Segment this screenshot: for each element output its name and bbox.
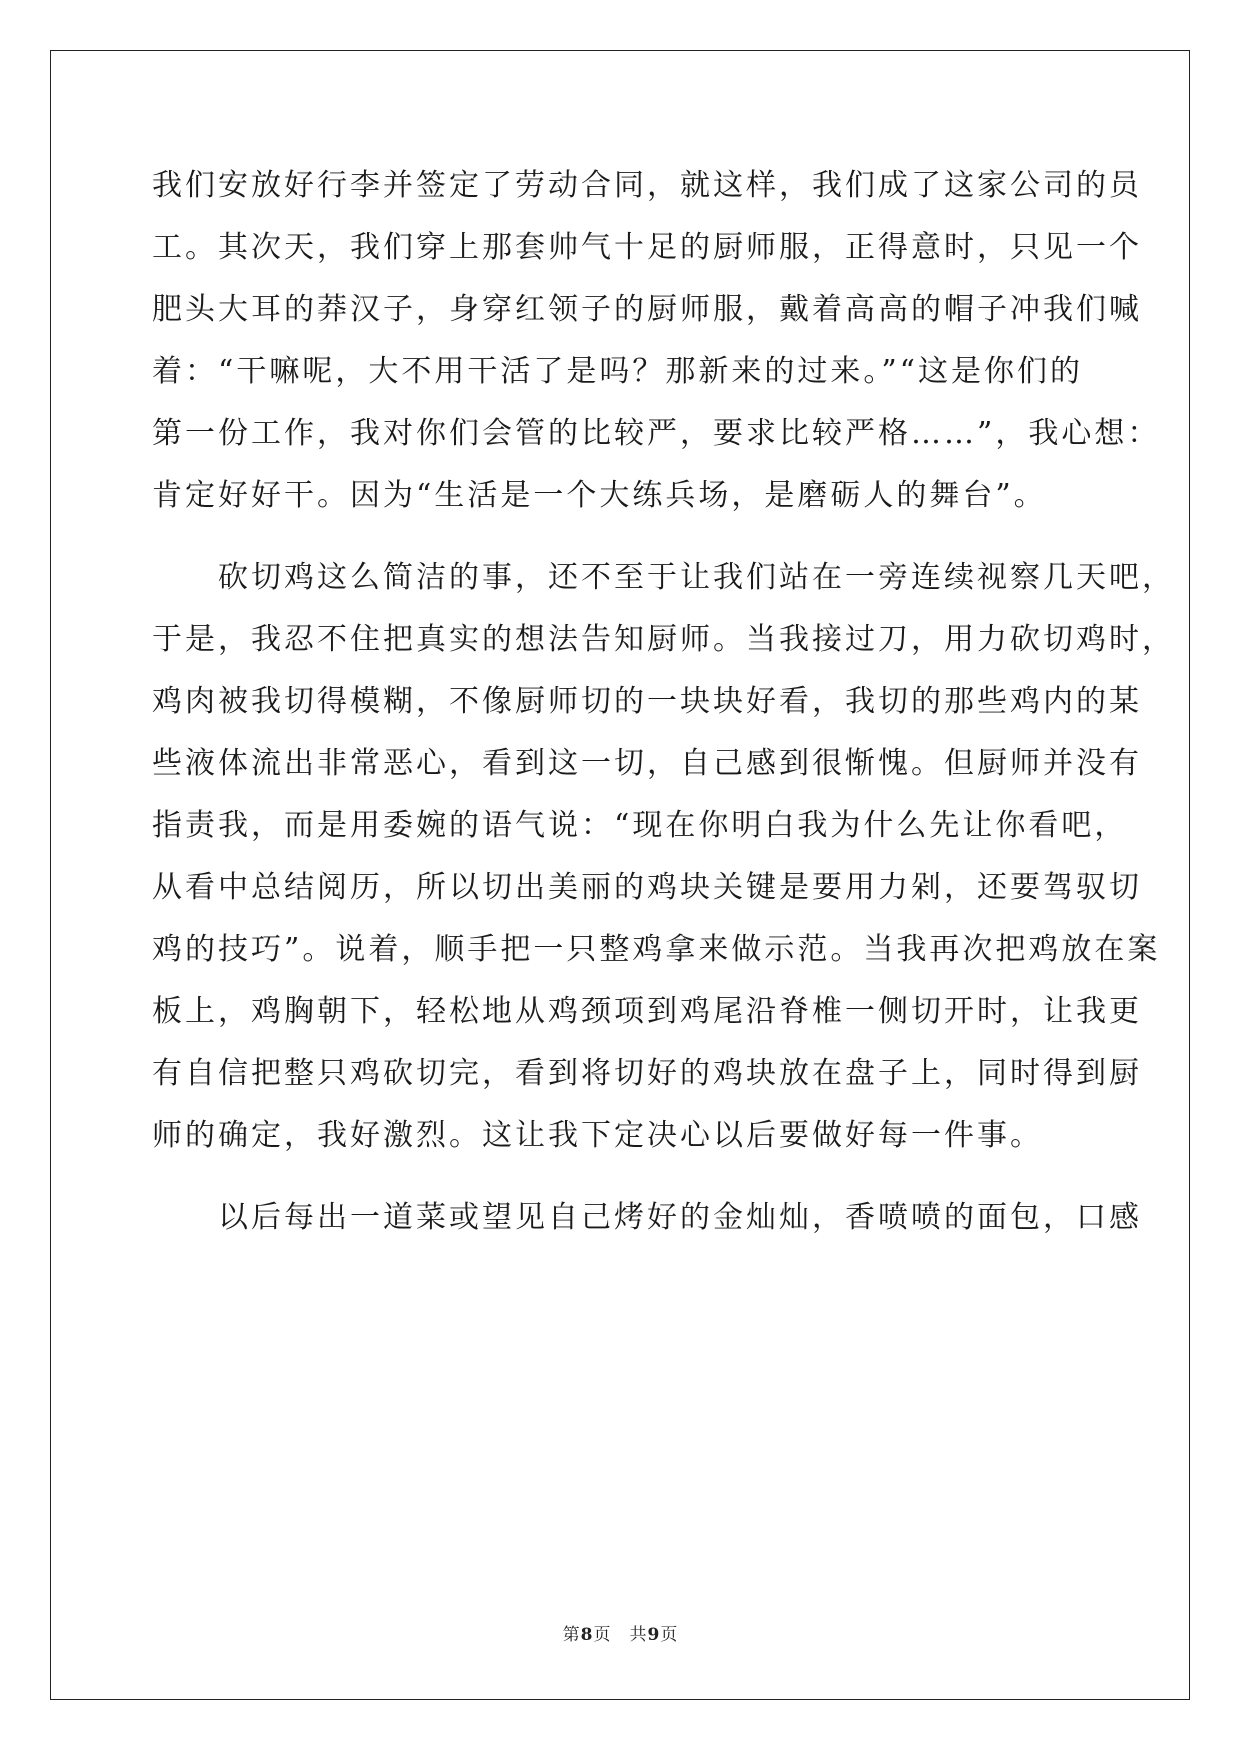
text-line: 我们安放好行李并签定了劳动合同，就这样，我们成了这家公司的员 — [152, 168, 1142, 203]
text-line: 第一份工作，我对你们会管的比较严，要求比较严格……”，我心想： — [152, 416, 1161, 451]
current-page-number: 8 — [580, 1625, 594, 1645]
text-line: 些液体流出非常恶心，看到这一切，自己感到很惭愧。但厨师并没有 — [152, 746, 1142, 781]
document-body — [152, 155, 1175, 1249]
paragraph-2 — [152, 547, 1175, 1167]
text-line: 于是，我忍不住把真实的想法告知厨师。当我接过刀，用力砍切鸡时， — [152, 622, 1175, 657]
text-line: 着：“干嘛呢，大不用干活了是吗？那新来的过来。”“这是你们的 — [152, 354, 1084, 389]
text-line: 指责我，而是用委婉的语气说：“现在你明白我为什么先让你看吧， — [152, 808, 1128, 843]
text-line: 肯定好好干。因为“生活是一个大练兵场，是磨砺人的舞台”。 — [152, 478, 1047, 513]
text-line: 砍切鸡这么简洁的事，还不至于让我们站在一旁连续视察几天吧， — [152, 560, 1175, 595]
text-line: 工。其次天，我们穿上那套帅气十足的厨师服，正得意时，只见一个 — [152, 230, 1142, 265]
text-line: 肥头大耳的莽汉子，身穿红领子的厨师服，戴着高高的帽子冲我们喊 — [152, 292, 1142, 327]
paragraph-1 — [152, 155, 1161, 527]
page-number-footer — [0, 1620, 1241, 1645]
page-prefix: 第 — [562, 1625, 581, 1645]
text-line: 有自信把整只鸡砍切完，看到将切好的鸡块放在盘子上，同时得到厨 — [152, 1056, 1142, 1091]
page-suffix: 页 — [660, 1625, 679, 1645]
text-line: 鸡肉被我切得模糊，不像厨师切的一块块好看，我切的那些鸡内的某 — [152, 684, 1142, 719]
text-line: 以后每出一道菜或望见自己烤好的金灿灿，香喷喷的面包，口感 — [152, 1200, 1142, 1235]
page-mid-text: 页 共 — [593, 1625, 648, 1645]
text-line: 鸡的技巧”。说着，顺手把一只整鸡拿来做示范。当我再次把鸡放在案 — [152, 932, 1161, 967]
paragraph-3 — [152, 1187, 1142, 1249]
text-line: 板上，鸡胸朝下，轻松地从鸡颈项到鸡尾沿脊椎一侧切开时，让我更 — [152, 994, 1142, 1029]
total-page-number: 9 — [647, 1625, 661, 1645]
text-line: 从看中总结阅历，所以切出美丽的鸡块关键是要用力剁，还要驾驭切 — [152, 870, 1142, 905]
text-line: 师的确定，我好激烈。这让我下定决心以后要做好每一件事。 — [152, 1118, 1043, 1153]
